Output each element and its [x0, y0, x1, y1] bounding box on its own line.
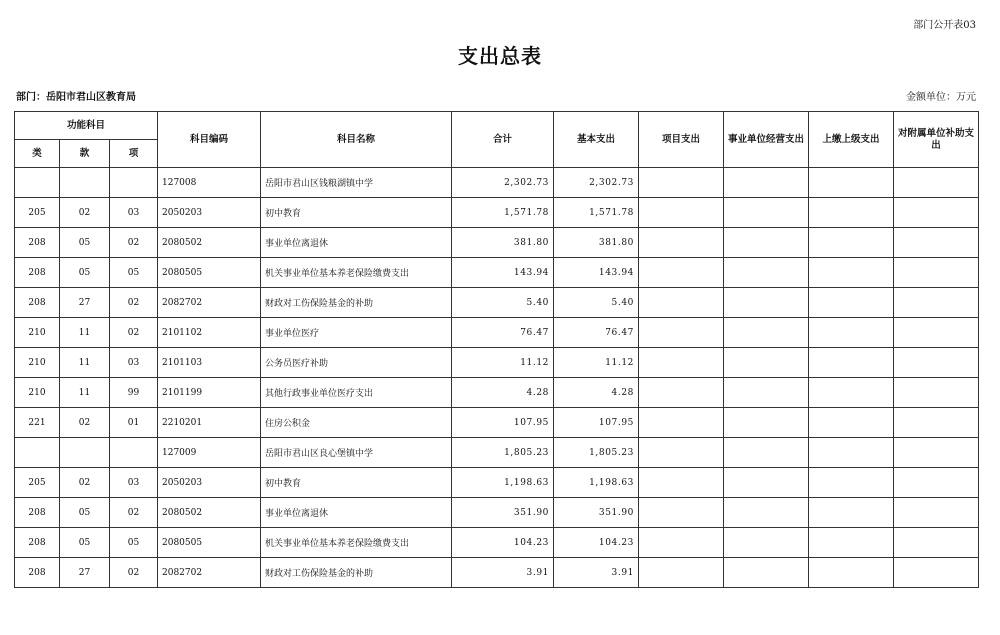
- cell-subject-code: 2080502: [158, 228, 261, 258]
- cell-upper-remittance: [809, 318, 894, 348]
- cell-kuan: 02: [60, 408, 110, 438]
- cell-kuan: 02: [60, 198, 110, 228]
- cell-project-expenditure: [639, 318, 724, 348]
- table-row: [15, 408, 979, 438]
- cell-lei: [15, 168, 60, 198]
- cell-total: 143.94: [452, 258, 554, 288]
- cell-xiang: 02: [110, 288, 158, 318]
- cell-lei: 208: [15, 228, 60, 258]
- header-project-expenditure: 项目支出: [639, 112, 724, 168]
- cell-business-expenditure: [724, 408, 809, 438]
- cell-basic-expenditure: 1,805.23: [554, 438, 639, 468]
- cell-lei: 205: [15, 468, 60, 498]
- cell-basic-expenditure: 1,571.78: [554, 198, 639, 228]
- cell-basic-expenditure: 5.40: [554, 288, 639, 318]
- cell-subject-name: 机关事业单位基本养老保险缴费支出: [261, 258, 452, 288]
- cell-lei: [15, 438, 60, 468]
- cell-upper-remittance: [809, 498, 894, 528]
- cell-xiang: 02: [110, 498, 158, 528]
- table-row: [15, 348, 979, 378]
- table-row: [15, 378, 979, 408]
- cell-basic-expenditure: 76.47: [554, 318, 639, 348]
- cell-subsidiary-subsidy: [894, 468, 979, 498]
- cell-business-expenditure: [724, 528, 809, 558]
- cell-business-expenditure: [724, 228, 809, 258]
- cell-basic-expenditure: 3.91: [554, 558, 639, 588]
- cell-total: 76.47: [452, 318, 554, 348]
- table-row-unit: [15, 168, 979, 198]
- cell-upper-remittance: [809, 288, 894, 318]
- table-row: [15, 198, 979, 228]
- header-xiang: 项: [110, 140, 158, 168]
- cell-kuan: 02: [60, 468, 110, 498]
- cell-business-expenditure: [724, 318, 809, 348]
- table-row: [15, 468, 979, 498]
- header-lei: 类: [15, 140, 60, 168]
- cell-xiang: 01: [110, 408, 158, 438]
- header-subject-name: 科目名称: [261, 112, 452, 168]
- cell-project-expenditure: [639, 528, 724, 558]
- cell-basic-expenditure: 107.95: [554, 408, 639, 438]
- cell-project-expenditure: [639, 408, 724, 438]
- cell-xiang: 03: [110, 348, 158, 378]
- page-title: 支出总表: [458, 44, 542, 68]
- cell-total: 4.28: [452, 378, 554, 408]
- cell-project-expenditure: [639, 228, 724, 258]
- cell-kuan: [60, 168, 110, 198]
- cell-total: 1,198.63: [452, 468, 554, 498]
- cell-lei: 210: [15, 318, 60, 348]
- cell-basic-expenditure: 381.80: [554, 228, 639, 258]
- expenditure-table: [14, 111, 979, 588]
- cell-subject-code: 2210201: [158, 408, 261, 438]
- cell-project-expenditure: [639, 378, 724, 408]
- cell-subject-code: 2080502: [158, 498, 261, 528]
- header-business-expenditure: 事业单位经营支出: [724, 112, 809, 168]
- cell-total: 1,571.78: [452, 198, 554, 228]
- cell-subject-code: 2101102: [158, 318, 261, 348]
- cell-business-expenditure: [724, 258, 809, 288]
- cell-subject-code: 2101199: [158, 378, 261, 408]
- cell-total: 1,805.23: [452, 438, 554, 468]
- cell-subsidiary-subsidy: [894, 408, 979, 438]
- cell-subsidiary-subsidy: [894, 528, 979, 558]
- cell-subsidiary-subsidy: [894, 288, 979, 318]
- cell-basic-expenditure: 143.94: [554, 258, 639, 288]
- cell-business-expenditure: [724, 198, 809, 228]
- cell-lei: 208: [15, 558, 60, 588]
- cell-subject-code: 127008: [158, 168, 261, 198]
- cell-kuan: 11: [60, 378, 110, 408]
- cell-kuan: 05: [60, 228, 110, 258]
- cell-subject-code: 2080505: [158, 528, 261, 558]
- cell-total: 104.23: [452, 528, 554, 558]
- cell-total: 107.95: [452, 408, 554, 438]
- cell-lei: 208: [15, 288, 60, 318]
- cell-lei: 208: [15, 528, 60, 558]
- cell-subject-name: 财政对工伤保险基金的补助: [261, 288, 452, 318]
- cell-xiang: 05: [110, 528, 158, 558]
- department-label: 部门：岳阳市君山区教育局: [16, 92, 136, 103]
- cell-total: 3.91: [452, 558, 554, 588]
- cell-project-expenditure: [639, 168, 724, 198]
- cell-kuan: 27: [60, 288, 110, 318]
- cell-business-expenditure: [724, 378, 809, 408]
- amount-unit-label: 金额单位：万元: [906, 92, 976, 103]
- cell-subsidiary-subsidy: [894, 168, 979, 198]
- cell-subsidiary-subsidy: [894, 228, 979, 258]
- cell-subject-code: 2082702: [158, 288, 261, 318]
- cell-basic-expenditure: 4.28: [554, 378, 639, 408]
- table-row-unit: [15, 438, 979, 468]
- cell-subject-name: 事业单位医疗: [261, 318, 452, 348]
- table-row: [15, 528, 979, 558]
- cell-lei: 208: [15, 498, 60, 528]
- cell-subsidiary-subsidy: [894, 348, 979, 378]
- cell-total: 351.90: [452, 498, 554, 528]
- cell-lei: 208: [15, 258, 60, 288]
- cell-lei: 210: [15, 348, 60, 378]
- cell-basic-expenditure: 104.23: [554, 528, 639, 558]
- cell-xiang: 02: [110, 558, 158, 588]
- cell-upper-remittance: [809, 528, 894, 558]
- cell-project-expenditure: [639, 198, 724, 228]
- cell-upper-remittance: [809, 348, 894, 378]
- cell-upper-remittance: [809, 378, 894, 408]
- cell-project-expenditure: [639, 468, 724, 498]
- cell-upper-remittance: [809, 198, 894, 228]
- cell-subsidiary-subsidy: [894, 438, 979, 468]
- cell-business-expenditure: [724, 438, 809, 468]
- cell-xiang: 02: [110, 318, 158, 348]
- cell-subsidiary-subsidy: [894, 198, 979, 228]
- cell-subject-name: 事业单位离退休: [261, 498, 452, 528]
- table-row: [15, 228, 979, 258]
- cell-project-expenditure: [639, 258, 724, 288]
- cell-business-expenditure: [724, 498, 809, 528]
- cell-subject-code: 2082702: [158, 558, 261, 588]
- cell-business-expenditure: [724, 288, 809, 318]
- cell-upper-remittance: [809, 168, 894, 198]
- header-total: 合计: [452, 112, 554, 168]
- cell-project-expenditure: [639, 558, 724, 588]
- cell-project-expenditure: [639, 438, 724, 468]
- cell-subject-name: 岳阳市君山区钱粮湖镇中学: [261, 168, 452, 198]
- header-kuan: 款: [60, 140, 110, 168]
- cell-upper-remittance: [809, 408, 894, 438]
- cell-subject-code: 2080505: [158, 258, 261, 288]
- cell-upper-remittance: [809, 558, 894, 588]
- cell-basic-expenditure: 1,198.63: [554, 468, 639, 498]
- cell-xiang: [110, 168, 158, 198]
- cell-basic-expenditure: 2,302.73: [554, 168, 639, 198]
- cell-xiang: [110, 438, 158, 468]
- header-subject-code: 科目编码: [158, 112, 261, 168]
- cell-subject-name: 初中教育: [261, 198, 452, 228]
- cell-xiang: 03: [110, 468, 158, 498]
- cell-xiang: 03: [110, 198, 158, 228]
- header-function-subject: 功能科目: [15, 112, 158, 140]
- cell-total: 2,302.73: [452, 168, 554, 198]
- cell-xiang: 99: [110, 378, 158, 408]
- cell-upper-remittance: [809, 468, 894, 498]
- cell-basic-expenditure: 351.90: [554, 498, 639, 528]
- cell-subject-name: 其他行政事业单位医疗支出: [261, 378, 452, 408]
- cell-lei: 205: [15, 198, 60, 228]
- cell-business-expenditure: [724, 168, 809, 198]
- cell-project-expenditure: [639, 288, 724, 318]
- table-row: [15, 558, 979, 588]
- cell-kuan: [60, 438, 110, 468]
- cell-subject-name: 岳阳市君山区良心堡镇中学: [261, 438, 452, 468]
- cell-business-expenditure: [724, 558, 809, 588]
- cell-subject-name: 初中教育: [261, 468, 452, 498]
- header-upper-remittance: 上缴上级支出: [809, 112, 894, 168]
- cell-subject-name: 机关事业单位基本养老保险缴费支出: [261, 528, 452, 558]
- cell-upper-remittance: [809, 258, 894, 288]
- cell-kuan: 11: [60, 348, 110, 378]
- cell-lei: 210: [15, 378, 60, 408]
- header-basic-expenditure: 基本支出: [554, 112, 639, 168]
- cell-kuan: 05: [60, 498, 110, 528]
- cell-subsidiary-subsidy: [894, 378, 979, 408]
- cell-total: 381.80: [452, 228, 554, 258]
- cell-subsidiary-subsidy: [894, 258, 979, 288]
- cell-subject-code: 2050203: [158, 198, 261, 228]
- table-row: [15, 318, 979, 348]
- cell-subject-name: 财政对工伤保险基金的补助: [261, 558, 452, 588]
- cell-project-expenditure: [639, 498, 724, 528]
- table-row: [15, 498, 979, 528]
- cell-xiang: 02: [110, 228, 158, 258]
- cell-total: 11.12: [452, 348, 554, 378]
- cell-kuan: 05: [60, 528, 110, 558]
- cell-basic-expenditure: 11.12: [554, 348, 639, 378]
- cell-kuan: 27: [60, 558, 110, 588]
- cell-subject-name: 公务员医疗补助: [261, 348, 452, 378]
- cell-subsidiary-subsidy: [894, 558, 979, 588]
- cell-kuan: 11: [60, 318, 110, 348]
- cell-subject-name: 事业单位离退休: [261, 228, 452, 258]
- table-row: [15, 258, 979, 288]
- cell-business-expenditure: [724, 348, 809, 378]
- cell-total: 5.40: [452, 288, 554, 318]
- header-subsidiary-subsidy: 对附属单位补助支出: [894, 112, 979, 168]
- cell-project-expenditure: [639, 348, 724, 378]
- cell-subject-code: 2050203: [158, 468, 261, 498]
- cell-subsidiary-subsidy: [894, 318, 979, 348]
- cell-business-expenditure: [724, 468, 809, 498]
- cell-upper-remittance: [809, 438, 894, 468]
- cell-kuan: 05: [60, 258, 110, 288]
- cell-xiang: 05: [110, 258, 158, 288]
- table-row: [15, 288, 979, 318]
- document-code: 部门公开表03: [913, 20, 976, 31]
- cell-subject-name: 住房公积金: [261, 408, 452, 438]
- cell-subject-code: 127009: [158, 438, 261, 468]
- cell-subsidiary-subsidy: [894, 498, 979, 528]
- cell-subject-code: 2101103: [158, 348, 261, 378]
- cell-lei: 221: [15, 408, 60, 438]
- cell-upper-remittance: [809, 228, 894, 258]
